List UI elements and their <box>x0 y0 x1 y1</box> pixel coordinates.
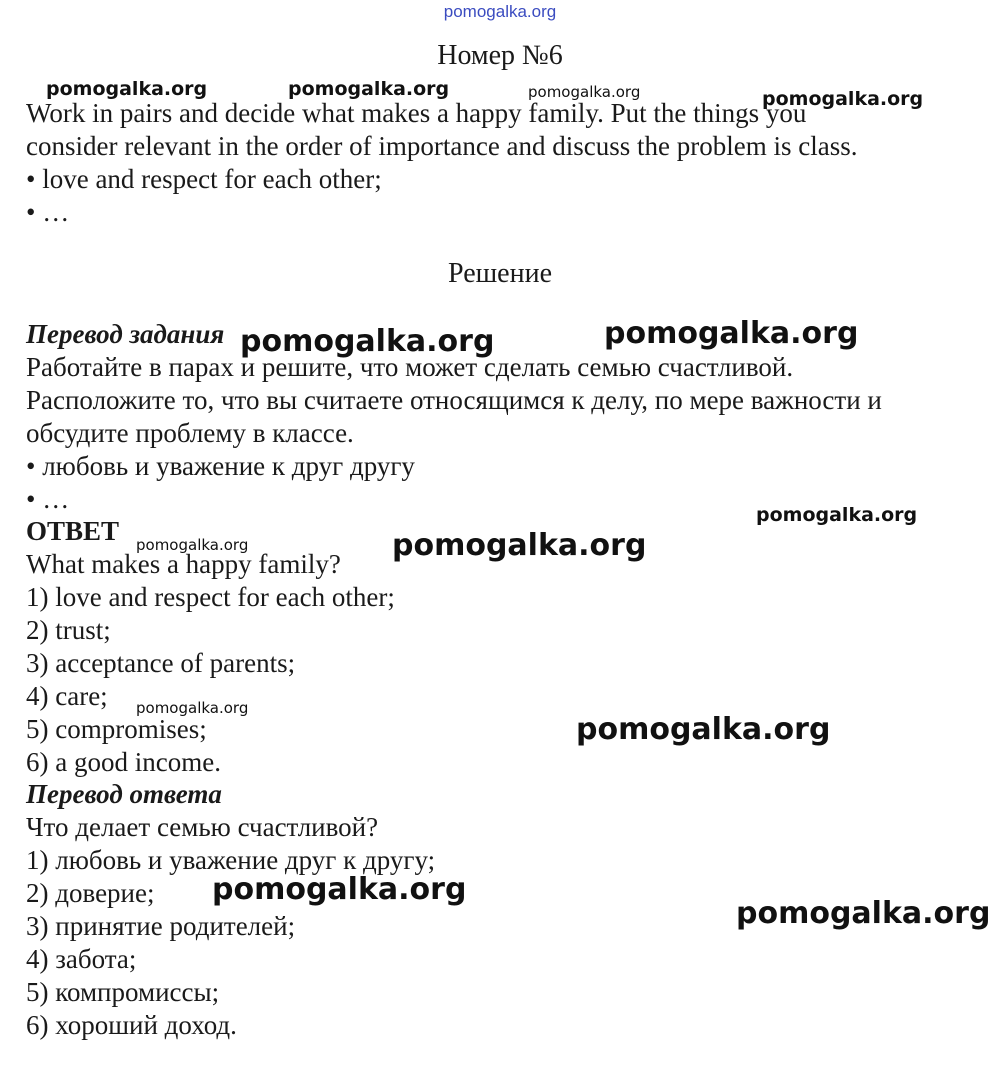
answer-translation-item: 5) компромиссы; <box>26 977 220 1007</box>
translation-heading: Перевод задания <box>26 319 225 349</box>
watermark: pomogalka.org <box>576 712 831 747</box>
task-line: Work in pairs and decide what makes a happy family. Put the things you <box>26 98 807 128</box>
answer-item: 1) love and respect for each other; <box>26 582 395 612</box>
answer-translation-item: 3) принятие родителей; <box>26 911 296 941</box>
answer-item: 5) compromises; <box>26 714 207 744</box>
watermark: pomogalka.org <box>240 324 495 359</box>
page-title: Номер №6 <box>437 40 563 71</box>
answer-translation-item: 1) любовь и уважение друг к другу; <box>26 845 436 875</box>
watermark: pomogalka.org <box>528 83 641 101</box>
answer-question: What makes a happy family? <box>26 549 341 579</box>
answer-item: 2) trust; <box>26 615 111 645</box>
translation-line: обсудите проблему в классе. <box>26 418 354 448</box>
site-url: pomogalka.org <box>443 2 557 21</box>
translation-line: • любовь и уважение к друг другу <box>26 451 415 481</box>
task-line: • love and respect for each other; <box>26 164 382 194</box>
watermark: pomogalka.org <box>212 872 467 907</box>
task-line: consider relevant in the order of importance and discuss the problem is class. <box>26 131 858 161</box>
translation-line: Расположите то, что вы считаете относящимся к делу, по мере важности и <box>26 385 882 415</box>
watermark: pomogalka.org <box>136 536 249 554</box>
answer-translation-item: 4) забота; <box>26 944 137 974</box>
answer-item: 6) a good income. <box>26 747 221 777</box>
answer-translation-item: 2) доверие; <box>26 878 155 908</box>
answer-translation-heading: Перевод ответа <box>26 779 222 809</box>
watermark: pomogalka.org <box>392 528 647 563</box>
watermark: pomogalka.org <box>736 896 991 931</box>
task-line: • … <box>26 197 70 227</box>
answer-heading: ОТВЕТ <box>26 516 120 546</box>
answer-translation-question: Что делает семью счастливой? <box>26 812 379 842</box>
watermark: pomogalka.org <box>288 78 450 100</box>
watermark: pomogalka.org <box>46 78 208 100</box>
translation-line: Работайте в парах и решите, что может сделать семью счастливой. <box>26 352 794 382</box>
watermark: pomogalka.org <box>756 504 918 526</box>
solution-heading: Решение <box>447 258 552 289</box>
translation-line: • … <box>26 484 70 514</box>
answer-item: 3) acceptance of parents; <box>26 648 296 678</box>
watermark: pomogalka.org <box>762 88 924 110</box>
answer-item: 4) care; <box>26 681 108 711</box>
watermark: pomogalka.org <box>136 699 249 717</box>
answer-translation-item: 6) хороший доход. <box>26 1010 237 1040</box>
watermark: pomogalka.org <box>604 316 859 351</box>
